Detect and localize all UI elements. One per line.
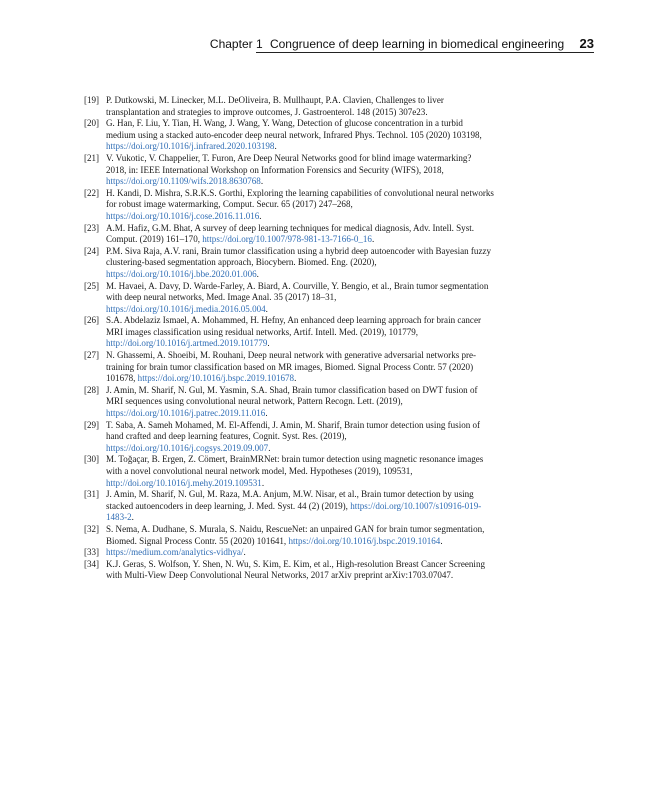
reference-text: H. Kandi, D. Mishra, S.R.K.S. Gorthi, Exploring the learning capabilities of convolutional neural networks for robust image watermarking, Comput. Secur. 65 (2017) 247–268, [106, 187, 494, 210]
chapter-title: Congruence of deep learning in biomedical engineering [269, 37, 565, 51]
reference-item [84, 246, 494, 281]
reference-number: [27] [84, 350, 100, 361]
reference-number: [21] [84, 152, 100, 163]
reference-tail: . [294, 373, 297, 384]
reference-tail: . [371, 234, 375, 245]
reference-body [106, 350, 494, 385]
reference-doi-link[interactable]: https://doi.org/10.1007/978-981-13-7166-0_16 [202, 234, 372, 245]
reference-body [106, 559, 494, 582]
reference-number: [32] [84, 523, 100, 534]
reference-number: [22] [84, 187, 100, 198]
reference-doi-link[interactable]: https://doi.org/10.1016/j.cose.2016.11.016 [106, 210, 260, 221]
reference-text: G. Han, F. Liu, Y. Tian, H. Wang, J. Wang, Y. Wang, Detection of glucose concentration in a turbid medium using a stacked auto-encoder deep neural network, Infrared Phys. Technol. 105 (2020) 103198, [106, 118, 482, 140]
reference-item [84, 420, 494, 455]
reference-text: P. Dutkowski, M. Linecker, M.L. DeOliveira, B. Mullhaupt, P.A. Clavien, Challenges to liver transplantation and strategies to improve outcomes, J. Gastroenterol. 148 (2015) 307e23. [106, 95, 444, 117]
reference-number: [25] [84, 280, 100, 291]
reference-doi-link[interactable]: https://doi.org/10.1007/s10916-019-1483-2 [106, 500, 482, 523]
reference-item [84, 281, 494, 316]
chapter-label: Chapter 1 [209, 37, 263, 51]
header-rule [256, 52, 594, 53]
reference-number: [26] [84, 315, 100, 326]
reference-tail: . [440, 535, 443, 546]
reference-body [106, 547, 494, 559]
reference-number: [33] [84, 547, 100, 558]
reference-text: K.J. Geras, S. Wolfson, Y. Shen, N. Wu, S. Kim, E. Kim, et al., High-resolution Breast Cancer Screening with Multi-View Deep Convolutional Neural Networks, 2017 arXiv preprint arXiv:1703.07047. [106, 558, 485, 581]
reference-doi-link[interactable]: https://doi.org/10.1016/j.cogsys.2019.09.007 [106, 442, 269, 453]
reference-body [106, 188, 494, 223]
reference-body [106, 524, 494, 547]
reference-list [84, 95, 494, 582]
reference-doi-link[interactable]: http://doi.org/10.1016/j.artmed.2019.101779 [106, 338, 268, 349]
reference-body [106, 489, 494, 524]
reference-item [84, 315, 494, 350]
reference-number: [34] [84, 558, 100, 569]
reference-item [84, 118, 494, 153]
reference-body [106, 246, 494, 281]
reference-text: T. Saba, A. Sameh Mohamed, M. El-Affendi, J. Amin, M. Sharif, Brain tumor detection using fusion of hand crafted and deep learning features, Cognit. Syst. Res. (2019), [106, 419, 481, 442]
reference-item [84, 454, 494, 489]
reference-doi-link[interactable]: http://doi.org/10.1016/j.mehy.2019.109531 [106, 477, 262, 488]
reference-tail: . [243, 547, 246, 558]
reference-text: V. Vukotic, V. Chappelier, T. Furon, Are Deep Neural Networks good for blind image watermarking? 2018, in: IEEE International Workshop on Information Forensics and Security (WIFS), 2018, [106, 152, 472, 175]
reference-body [106, 153, 494, 188]
reference-doi-link[interactable]: https://doi.org/10.1016/j.bbe.2020.01.006 [106, 268, 257, 279]
reference-item [84, 559, 494, 582]
reference-item [84, 350, 494, 385]
reference-tail: . [267, 338, 270, 349]
reference-body [106, 385, 494, 420]
reference-body [106, 223, 494, 246]
reference-number: [24] [84, 245, 100, 256]
reference-text: S.A. Abdelaziz Ismael, A. Mohammed, H. Hefny, An enhanced deep learning approach for brain cancer MRI images classification using residual networks, Artif. Intell. Med. (2019), 101779, [106, 315, 481, 337]
reference-tail: . [268, 442, 271, 453]
reference-text: M. Toğaçar, B. Ergen, Z. Cömert, BrainMRNet: brain tumor detection using magnetic resonance images with a novel convolutional neural network model, Med. Hypotheses (2019), 109531, [106, 454, 484, 476]
reference-doi-link[interactable]: https://doi.org/10.1016/j.bspc.2019.101678 [137, 373, 295, 384]
reference-tail: . [261, 477, 265, 488]
reference-number: [23] [84, 222, 100, 233]
reference-item [84, 95, 494, 118]
reference-number: [20] [84, 118, 100, 129]
reference-item [84, 153, 494, 188]
reference-tail: . [131, 512, 134, 523]
reference-body [106, 420, 494, 455]
reference-number: [19] [84, 95, 100, 105]
reference-body [106, 281, 494, 316]
reference-item [84, 223, 494, 246]
reference-number: [31] [84, 489, 100, 500]
reference-tail: . [259, 210, 262, 221]
reference-tail: . [265, 303, 268, 314]
reference-body [106, 454, 494, 489]
reference-text: P.M. Siva Raja, A.V. rani, Brain tumor classification using a hybrid deep autoencoder with Bayesian fuzzy clustering-based segmentation approach, Biocybern. Biomed. Eng. (2020), [106, 245, 491, 268]
running-head [210, 36, 594, 51]
reference-number: [29] [84, 419, 100, 430]
reference-doi-link[interactable]: https://doi.org/10.1016/j.patrec.2019.11.016 [106, 408, 266, 419]
reference-text: M. Havaei, A. Davy, D. Warde-Farley, A. Biard, A. Courville, Y. Bengio, et al., Brain tumor segmentation with deep neural networks, Med. Image Anal. 35 (2017) 18–31, [106, 280, 489, 303]
reference-text: J. Amin, M. Sharif, N. Gul, M. Raza, M.A. Anjum, M.W. Nisar, et al., Brain tumor detection by using stacked autoencoders in deep learning, J. Med. Syst. 44 (2) (2019), [106, 489, 474, 511]
reference-text: A.M. Hafiz, G.M. Bhat, A survey of deep learning techniques for medical diagnosis, Adv. Intell. Syst. Comput. (2019) 161–170, [106, 222, 475, 245]
reference-doi-link[interactable]: https://doi.org/10.1016/j.infrared.2020.103198 [106, 141, 275, 152]
reference-item [84, 547, 494, 559]
reference-body [106, 315, 494, 350]
reference-doi-link[interactable]: https://doi.org/10.1016/j.bspc.2019.10164 [288, 535, 441, 546]
reference-doi-link[interactable]: https://doi.org/10.1016/j.media.2016.05.004 [106, 303, 266, 314]
reference-body [106, 95, 494, 118]
page-number: 23 [579, 36, 594, 51]
reference-item [84, 524, 494, 547]
reference-tail: . [256, 268, 259, 279]
reference-tail: . [274, 141, 277, 152]
reference-doi-link[interactable]: https://doi.org/10.1109/wifs.2018.8630768 [106, 176, 261, 187]
reference-doi-link[interactable]: https://medium.com/analytics-vidhya/ [106, 547, 244, 558]
reference-item [84, 188, 494, 223]
reference-text: N. Ghassemi, A. Shoeibi, M. Rouhani, Deep neural network with generative adversarial networks pre-training for brain tumor classification based on MR images, Biomed. Signal Process Contr. 57 (2020) 101678, [106, 350, 477, 384]
reference-text: S. Nema, A. Dudhane, S. Murala, S. Naidu, RescueNet: an unpaired GAN for brain tumor segmentation, Biomed. Signal Process Contr. 55 (2020) 101641, [106, 523, 485, 546]
reference-tail: . [260, 176, 264, 187]
reference-item [84, 385, 494, 420]
reference-number: [30] [84, 454, 100, 465]
reference-item [84, 489, 494, 524]
reference-text: J. Amin, M. Sharif, N. Gul, M. Yasmin, S.A. Shad, Brain tumor classification based on DWT fusion of MRI sequences using convolutional neural network, Pattern Recogn. Lett. (2019), [106, 384, 478, 407]
reference-body [106, 118, 494, 153]
reference-number: [28] [84, 384, 100, 395]
reference-tail: . [265, 408, 268, 419]
